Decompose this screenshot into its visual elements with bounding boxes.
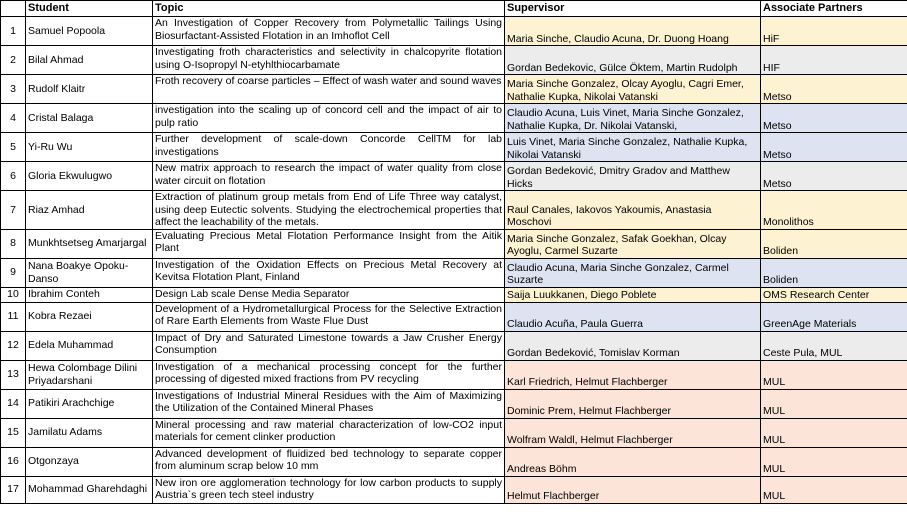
student-name: Nana Boakye Opoku-Danso [26, 258, 153, 287]
topic-text: Investigation of the Oxidation Effects on Precious Metal Recovery at Kevitsa Flotation Plant, Finland [153, 258, 505, 287]
table-row [1, 46, 907, 75]
supervisor-names: Claudio Acuna, Luis Vinet, Maria Sinche Gonzalez, Nathalie Kupka, Dr. Nikolai Vatanski, [505, 104, 761, 133]
table-row [1, 447, 907, 476]
row-number: 3 [1, 75, 26, 104]
supervisor-names: Luis Vinet, Maria Sinche Gonzalez, Nathalie Kupka, Nikolai Vatanski [505, 133, 761, 162]
row-number: 1 [1, 17, 26, 46]
table-row [1, 191, 907, 230]
table-row [1, 389, 907, 418]
student-name: Cristal Balaga [26, 104, 153, 133]
supervisor-names: Wolfram Waldl, Helmut Flachberger [505, 418, 761, 447]
supervisor-names: Helmut Flachberger [505, 476, 761, 503]
row-number: 4 [1, 104, 26, 133]
row-number: 8 [1, 229, 26, 258]
table-row [1, 75, 907, 104]
supervisor-names: Claudio Acuna, Maria Sinche Gonzalez, Carmel Suzarte [505, 258, 761, 287]
row-number: 10 [1, 287, 26, 302]
header-student: Student [26, 1, 153, 17]
student-name: Hewa Colombage Dilini Priyadarshani [26, 360, 153, 389]
associate-partner: Metso [761, 75, 907, 104]
topic-text: Evaluating Precious Metal Flotation Performance Insight from the Aitik Plant [153, 229, 505, 258]
header-supervisor: Supervisor [505, 1, 761, 17]
topic-text: New iron ore agglomeration technology for low carbon products to supply Austria`s green tech steel industry [153, 476, 505, 503]
student-name: Riaz Amhad [26, 191, 153, 230]
supervisor-names: Maria Sinche Gonzalez, Olcay Ayoglu, Cagri Emer, Nathalie Kupka, Nikolai Vatanski [505, 75, 761, 104]
table-row [1, 476, 907, 503]
table-row [1, 418, 907, 447]
student-name: Bilal Ahmad [26, 46, 153, 75]
associate-partner: Ceste Pula, MUL [761, 331, 907, 360]
supervisor-names: Saija Luukkanen, Diego Poblete [505, 287, 761, 302]
topic-text: An Investigation of Copper Recovery from Polymetallic Tailings Using Biosurfactant-Assisted Flotation in an Imhoflot Cell [153, 17, 505, 46]
supervisor-names: Andreas Böhm [505, 447, 761, 476]
row-number: 13 [1, 360, 26, 389]
student-name: Munkhtsetseg Amarjargal [26, 229, 153, 258]
row-number: 2 [1, 46, 26, 75]
student-name: Rudolf Klaitr [26, 75, 153, 104]
supervisor-names: Gordan Bedekovic, Gülce Öktem, Martin Rudolph [505, 46, 761, 75]
associate-partner: Boliden [761, 229, 907, 258]
topic-text: Impact of Dry and Saturated Limestone towards a Jaw Crusher Energy Consumption [153, 331, 505, 360]
associate-partner: MUL [761, 447, 907, 476]
student-name: Kobra Rezaei [26, 302, 153, 331]
topic-text: investigation into the scaling up of concord cell and the impact of air to pulp ratio [153, 104, 505, 133]
topic-text: Advanced development of fluidized bed technology to separate copper from aluminum scrap below 10 mm [153, 447, 505, 476]
table-row [1, 162, 907, 191]
table-row [1, 258, 907, 287]
topic-text: Mineral processing and raw material characterization of low-CO2 input materials for cement clinker production [153, 418, 505, 447]
associate-partner: MUL [761, 476, 907, 503]
table-row [1, 104, 907, 133]
student-name: Mohammad Gharehdaghi [26, 476, 153, 503]
associate-partner: MUL [761, 389, 907, 418]
supervisor-names: Maria Sinche, Claudio Acuna, Dr. Duong Hoang [505, 17, 761, 46]
supervisor-names: Dominic Prem, Helmut Flachberger [505, 389, 761, 418]
row-number: 15 [1, 418, 26, 447]
associate-partner: Metso [761, 162, 907, 191]
topic-text: Further development of scale-down Concorde CellTM for lab investigations [153, 133, 505, 162]
topic-text: Investigating froth characteristics and selectivity in chalcopyrite flotation using O-Isopropyl N-etyhlthiocarbamate [153, 46, 505, 75]
topic-text: New matrix approach to research the impact of water quality from close water circuit on flotation [153, 162, 505, 191]
row-number: 5 [1, 133, 26, 162]
associate-partner: MUL [761, 418, 907, 447]
supervisor-names: Gordan Bedeković, Dmitry Gradov and Matthew Hicks [505, 162, 761, 191]
header-num [1, 1, 26, 17]
table-row [1, 229, 907, 258]
supervisor-names: Maria Sinche Gonzalez, Safak Goekhan, Olcay Ayoglu, Carmel Suzarte [505, 229, 761, 258]
associate-partner: Metso [761, 104, 907, 133]
row-number: 12 [1, 331, 26, 360]
student-name: Jamilatu Adams [26, 418, 153, 447]
student-name: Ibrahim Conteh [26, 287, 153, 302]
row-number: 7 [1, 191, 26, 230]
table-row [1, 331, 907, 360]
row-number: 6 [1, 162, 26, 191]
topic-text: Extraction of platinum group metals from End of Life Three way catalyst, using deep Eutectic solvents. Studying the electrochemical properties that affect the leachability of the metals. [153, 191, 505, 230]
associate-partner: Boliden [761, 258, 907, 287]
student-name: Samuel Popoola [26, 17, 153, 46]
table-row [1, 360, 907, 389]
student-name: Gloria Ekwulugwo [26, 162, 153, 191]
row-number: 17 [1, 476, 26, 503]
table-body [1, 17, 907, 504]
supervisor-names: Karl Friedrich, Helmut Flachberger [505, 360, 761, 389]
student-name: Patikiri Arachchige [26, 389, 153, 418]
topic-text: Investigations of Industrial Mineral Residues with the Aim of Maximizing the Utilization of the Contained Mineral Phases [153, 389, 505, 418]
associate-partner: OMS Research Center [761, 287, 907, 302]
table-row [1, 17, 907, 46]
student-name: Otgonzaya [26, 447, 153, 476]
supervisor-names: Raul Canales, Iakovos Yakoumis, Anastasia Moschovi [505, 191, 761, 230]
row-number: 11 [1, 302, 26, 331]
associate-partner: MUL [761, 360, 907, 389]
row-number: 14 [1, 389, 26, 418]
topic-text: Design Lab scale Dense Media Separator [153, 287, 505, 302]
topic-text: Investigation of a mechanical processing concept for the further processing of digested mixed fractions from PV recycling [153, 360, 505, 389]
table-row [1, 287, 907, 302]
student-name: Edela Muhammad [26, 331, 153, 360]
supervisor-names: Claudio Acuña, Paula Guerra [505, 302, 761, 331]
table-row [1, 302, 907, 331]
student-name: Yi-Ru Wu [26, 133, 153, 162]
header-topic: Topic [153, 1, 505, 17]
row-number: 16 [1, 447, 26, 476]
associate-partner: HIF [761, 46, 907, 75]
header-partners: Associate Partners [761, 1, 907, 17]
associate-partner: Metso [761, 133, 907, 162]
table-row [1, 133, 907, 162]
associate-partner: Monolithos [761, 191, 907, 230]
header-row [1, 1, 907, 17]
topic-text: Development of a Hydrometallurgical Process for the Selective Extraction of Rare Earth Elements from Waste Flue Dust [153, 302, 505, 331]
supervisor-names: Gordan Bedeković, Tomislav Korman [505, 331, 761, 360]
row-number: 9 [1, 258, 26, 287]
topic-text: Froth recovery of coarse particles – Effect of wash water and sound waves [153, 75, 505, 104]
associate-partner: HiF [761, 17, 907, 46]
associate-partner: GreenAge Materials [761, 302, 907, 331]
